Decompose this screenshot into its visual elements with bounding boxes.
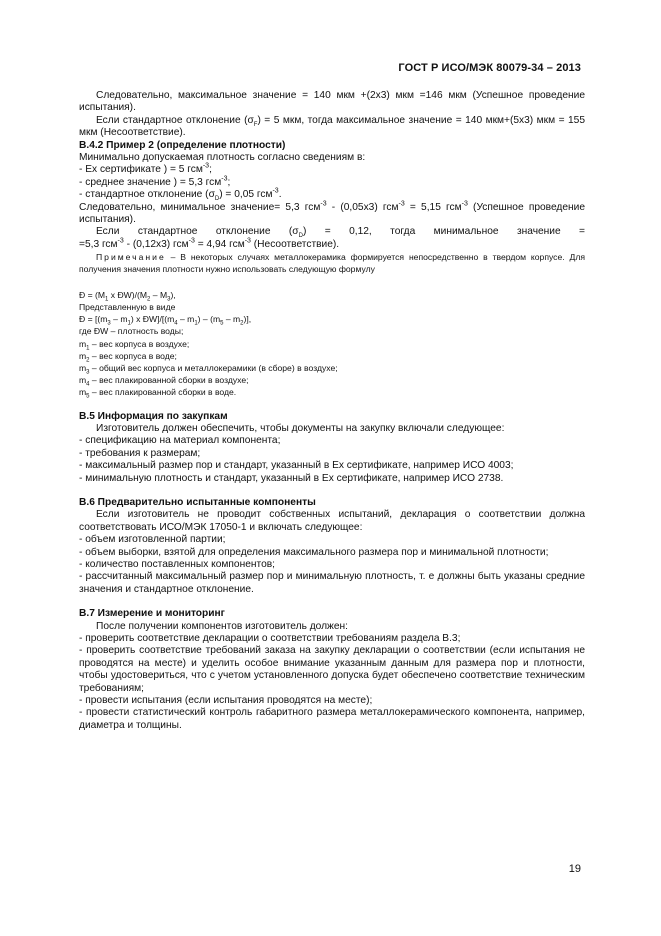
b7-list-item: - провести статистический контроль габаритного размера металлокерамического компонента, например, диаметра и толщины. xyxy=(79,707,585,731)
formula-var-m4: $m_4$ – вес плакированной сборки в воздухе; xyxy=(79,375,249,388)
paragraph-std-dev-d-line2: =5,3 гсм$^{-3}$ - (0,12x3) гсм$^{-3}$ = 4,94 гсм$^{-3}$ (Несоответствие). xyxy=(79,237,340,250)
formula-var-m1: $m_1$ – вес корпуса в воздухе; xyxy=(79,338,190,352)
b7-list-item: - провести испытания (если испытания проводятся на месте); xyxy=(79,695,373,707)
paragraph-min-value: Следовательно, минимальное значение= 5,3 гсм$^{-3}$ - (0,05x3) гсм$^{-3}$ = 5,15 гсм$^{-3}$ (Успешное проведение испытания). xyxy=(79,200,586,226)
formula-where: где ƉW – плотность воды; xyxy=(79,326,184,337)
heading-b6: В.6 Предварительно испытанные компоненты xyxy=(79,496,316,508)
heading-b42: В.4.2 Пример 2 (определение плотности) xyxy=(79,139,286,151)
b5-paragraph: Изготовитель должен обеспечить, чтобы документы на закупку включали следующее: xyxy=(96,422,505,434)
b7-list-item: - проверить соответствие декларации о соответствии требованиям раздела В.3; xyxy=(79,633,461,645)
paragraph-max-value: Следовательно, максимальное значение = 140 мкм +(2x3) мкм =146 мкм (Успешное проведение испытания). xyxy=(79,90,585,114)
b6-list-item: - рассчитанный максимальный размер пор и минимальную плотность, т. е должны быть указаны средние значения и стандартное отклонение. xyxy=(79,571,585,595)
b5-list-item: - спецификацию на материал компонента; xyxy=(79,435,281,447)
heading-b7: В.7 Измерение и мониторинг xyxy=(79,608,225,620)
b6-paragraph: Если изготовитель не проводит собственных испытаний, декларация о соответствии должна соответствовать ИСО/МЭК 17050-1 и включать следующее: xyxy=(79,509,585,533)
paragraph-std-dev-d-line1: Если стандартное отклонение $(\sigma_D) = 0,12$, тогда минимальное значение = xyxy=(96,226,586,240)
document-header: ГОСТ Р ИСО/МЭК 80079-34 – 2013 xyxy=(398,62,581,74)
formula-var-m5: $m_5$ – вес плакированной сборки в воде. xyxy=(79,387,237,401)
formula-2: Ɖ = [$(m_3 - m_1)$ x $ƉW]/[(m_4 - m_1) - (m_5 - m_2)]$, xyxy=(79,314,252,327)
list-item-mean: - среднее значение ) = 5,3 гсм$^{-3}$; xyxy=(79,175,231,188)
b5-list-item: - требования к размерам; xyxy=(79,447,201,459)
note-label: Примечание xyxy=(96,252,166,263)
list-item-std-dev: - стандартное отклонение $(\sigma_D) = 0,05$ гсм$^{-3}$. xyxy=(79,187,282,203)
heading-b5: В.5 Информация по закупкам xyxy=(79,410,228,422)
note: Примечание – В некоторых случаях металлокерамика формируется непосредственно в твердом корпусе. Для получения значения плотности нужно использовать следующую формулу xyxy=(79,252,585,275)
b6-list-item: - объем выборки, взятой для определения максимального размера пор и минимальной плотности; xyxy=(79,546,549,558)
formula-var-m2: $m_2$ – вес корпуса в воде; xyxy=(79,350,177,364)
b5-list-item: - максимальный размер пор и стандарт, указанный в Ex сертификате, например ИСО 4003; xyxy=(79,460,514,472)
b7-list-item: - проверить соответствие требований заказа на закупку декларации о соответствии (если испытания не проводятся на месте) и уделить особое внимание указанным данным для размера пор и плотности, чтобы удостовериться, что с учетом установленного допуска будет обеспечено соответствие техническим требованиям; xyxy=(79,645,585,694)
formula-var-m3: $m_3$ – общий вес корпуса и металлокерамики (в сборе) в воздухе; xyxy=(79,362,338,376)
b6-list-item: - объем изготовленной партии; xyxy=(79,534,226,546)
b6-list-item: - количество поставленных компонентов; xyxy=(79,558,275,570)
paragraph-min-density: Минимально допускаемая плотность согласно сведениям в: xyxy=(79,152,366,164)
page-content xyxy=(79,90,585,732)
b7-paragraph: После получении компонентов изготовитель должен: xyxy=(96,620,348,632)
formula-intro: Представленную в виде xyxy=(79,301,176,312)
formula-1: Ɖ = ($M_1$ x $ƉW)/(M_2 - M_3)$, xyxy=(79,289,176,303)
paragraph-std-dev-f: Если стандартное отклонение $(\sigma_F) = 5$ мкм, тогда максимальное значение = 140 мкм+(5x3) мкм = 155 мкм (Несоответствие). xyxy=(79,114,586,139)
page-number: 19 xyxy=(568,863,581,875)
b5-list-item: - минимальную плотность и стандарт, указанный в Ex сертификате, например ИСО 2738. xyxy=(79,472,504,484)
list-item-ex-cert: - Ex сертификате ) = 5 гсм$^{-3}$; xyxy=(79,163,212,176)
